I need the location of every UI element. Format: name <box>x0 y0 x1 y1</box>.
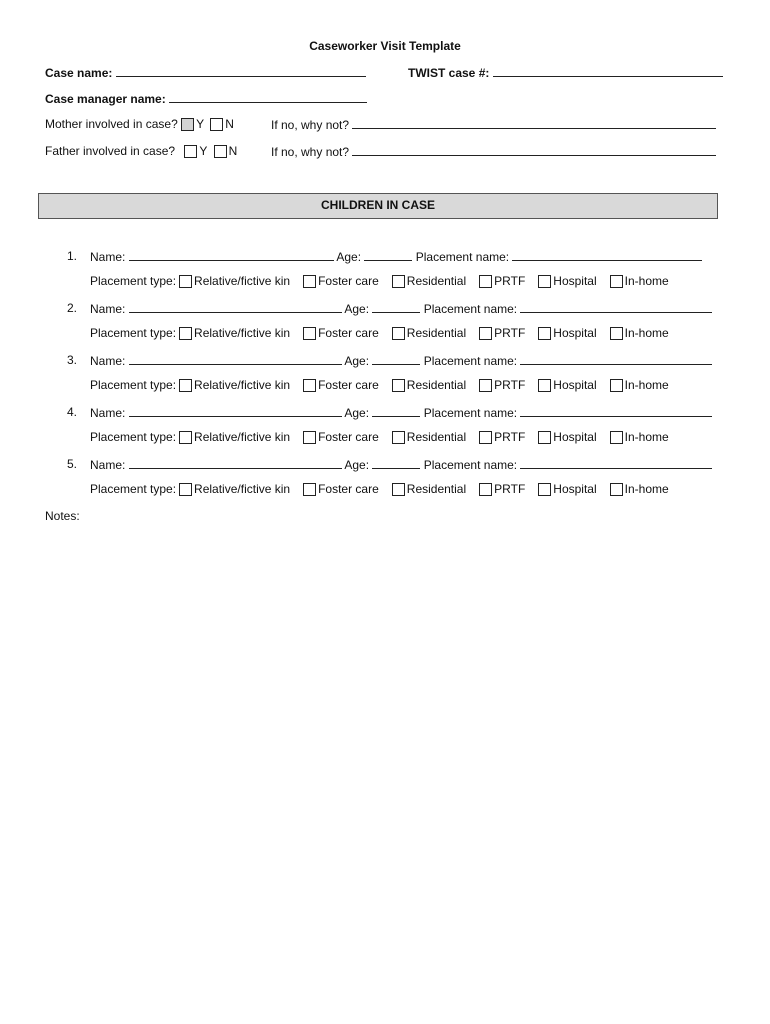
relative-fictive-kin-checkbox[interactable] <box>179 379 192 392</box>
mother-why-row <box>271 117 716 132</box>
placement-type-row <box>90 430 676 444</box>
father-row <box>45 144 237 158</box>
placement-name-field[interactable] <box>520 405 712 417</box>
hospital-checkbox[interactable] <box>538 483 551 496</box>
name-label: Name: <box>90 250 126 264</box>
in-home-label: In-home <box>624 326 669 340</box>
age-label: Age: <box>344 354 370 368</box>
child-name-row <box>90 249 702 264</box>
placement-name-label: Placement name: <box>415 250 510 264</box>
relative-fictive-kin-label: Relative/fictive kin <box>194 430 291 444</box>
foster-care-label: Foster care <box>318 430 379 444</box>
hospital-label: Hospital <box>553 274 597 288</box>
mother-row <box>45 117 234 131</box>
father-why-field[interactable] <box>352 144 716 156</box>
child-age-field[interactable] <box>372 301 420 313</box>
placement-type-label: Placement type: <box>90 326 177 340</box>
hospital-checkbox[interactable] <box>538 379 551 392</box>
father-no-checkbox[interactable] <box>214 145 227 158</box>
relative-fictive-kin-checkbox[interactable] <box>179 483 192 496</box>
residential-checkbox[interactable] <box>392 379 405 392</box>
name-label: Name: <box>90 458 126 472</box>
relative-fictive-kin-checkbox[interactable] <box>179 275 192 288</box>
relative-fictive-kin-label: Relative/fictive kin <box>194 482 291 496</box>
case-manager-field[interactable] <box>169 91 367 103</box>
child-name-field[interactable] <box>129 405 342 417</box>
placement-name-label: Placement name: <box>423 406 518 420</box>
child-number: 1. <box>67 249 78 263</box>
father-yes-checkbox[interactable] <box>184 145 197 158</box>
placement-name-field[interactable] <box>512 249 702 261</box>
relative-fictive-kin-checkbox[interactable] <box>179 327 192 340</box>
case-name-row: Case name: <box>45 65 366 80</box>
case-name-field[interactable] <box>116 65 366 77</box>
in-home-label: In-home <box>624 482 669 496</box>
twist-field[interactable] <box>493 65 723 77</box>
child-number: 4. <box>67 405 78 419</box>
name-label: Name: <box>90 354 126 368</box>
placement-type-row <box>90 274 676 288</box>
residential-checkbox[interactable] <box>392 431 405 444</box>
placement-type-row <box>90 326 676 340</box>
in-home-checkbox[interactable] <box>610 483 623 496</box>
child-number: 3. <box>67 353 78 367</box>
child-name-field[interactable] <box>129 249 334 261</box>
residential-label: Residential <box>406 326 467 340</box>
foster-care-checkbox[interactable] <box>303 327 316 340</box>
child-name-row <box>90 301 712 316</box>
foster-care-checkbox[interactable] <box>303 379 316 392</box>
hospital-checkbox[interactable] <box>538 327 551 340</box>
notes-label: Notes: <box>45 509 80 523</box>
placement-type-row <box>90 482 676 496</box>
foster-care-checkbox[interactable] <box>303 483 316 496</box>
residential-checkbox[interactable] <box>392 327 405 340</box>
prtf-checkbox[interactable] <box>479 483 492 496</box>
placement-type-label: Placement type: <box>90 378 177 392</box>
case-name-label: Case name <box>45 66 109 80</box>
residential-label: Residential <box>406 378 467 392</box>
foster-care-checkbox[interactable] <box>303 275 316 288</box>
mother-why-field[interactable] <box>352 117 716 129</box>
child-name-field[interactable] <box>129 353 342 365</box>
mother-label: Mother involved in case? <box>45 117 178 131</box>
in-home-checkbox[interactable] <box>610 275 623 288</box>
mother-yes-checkbox[interactable] <box>181 118 194 131</box>
in-home-label: In-home <box>624 274 669 288</box>
twist-label: TWIST case # <box>408 66 486 80</box>
prtf-checkbox[interactable] <box>479 327 492 340</box>
child-name-field[interactable] <box>129 457 342 469</box>
prtf-label: PRTF <box>494 326 526 340</box>
prtf-label: PRTF <box>494 274 526 288</box>
residential-label: Residential <box>406 482 467 496</box>
child-number: 5. <box>67 457 78 471</box>
foster-care-label: Foster care <box>318 378 379 392</box>
name-label: Name: <box>90 302 126 316</box>
name-label: Name: <box>90 406 126 420</box>
placement-name-label: Placement name: <box>423 302 518 316</box>
foster-care-label: Foster care <box>318 326 379 340</box>
no-label: N <box>228 144 238 158</box>
placement-type-label: Placement type: <box>90 430 177 444</box>
prtf-checkbox[interactable] <box>479 431 492 444</box>
placement-type-label: Placement type: <box>90 482 177 496</box>
child-name-row <box>90 353 712 368</box>
in-home-checkbox[interactable] <box>610 327 623 340</box>
foster-care-label: Foster care <box>318 274 379 288</box>
in-home-checkbox[interactable] <box>610 379 623 392</box>
placement-name-field[interactable] <box>520 457 712 469</box>
child-name-row <box>90 405 712 420</box>
placement-name-field[interactable] <box>520 301 712 313</box>
no-label: N <box>225 117 234 131</box>
prtf-checkbox[interactable] <box>479 275 492 288</box>
hospital-label: Hospital <box>553 378 597 392</box>
foster-care-checkbox[interactable] <box>303 431 316 444</box>
relative-fictive-kin-label: Relative/fictive kin <box>194 326 291 340</box>
father-why-row <box>271 144 716 159</box>
age-label: Age: <box>344 458 370 472</box>
hospital-checkbox[interactable] <box>538 275 551 288</box>
child-name-field[interactable] <box>129 301 342 313</box>
prtf-label: PRTF <box>494 482 526 496</box>
why-not-label: If no, why not? <box>271 145 350 159</box>
placement-type-row <box>90 378 676 392</box>
mother-no-checkbox[interactable] <box>210 118 223 131</box>
case-manager-label: Case manager name <box>45 92 162 106</box>
placement-type-label: Placement type: <box>90 274 177 288</box>
form-title: Caseworker Visit Template <box>309 39 461 53</box>
children-banner: CHILDREN IN CASE <box>38 193 718 219</box>
case-manager-row: Case manager name: <box>45 91 367 106</box>
in-home-label: In-home <box>624 378 669 392</box>
child-name-row <box>90 457 712 472</box>
yes-label: Y <box>199 144 208 158</box>
residential-label: Residential <box>406 430 467 444</box>
relative-fictive-kin-label: Relative/fictive kin <box>194 274 291 288</box>
prtf-label: PRTF <box>494 378 526 392</box>
relative-fictive-kin-checkbox[interactable] <box>179 431 192 444</box>
prtf-checkbox[interactable] <box>479 379 492 392</box>
age-label: Age: <box>336 250 362 264</box>
relative-fictive-kin-label: Relative/fictive kin <box>194 378 291 392</box>
age-label: Age: <box>344 302 370 316</box>
twist-row: TWIST case #: <box>408 65 723 80</box>
placement-name-label: Placement name: <box>423 354 518 368</box>
placement-name-label: Placement name: <box>423 458 518 472</box>
child-age-field[interactable] <box>372 457 420 469</box>
residential-checkbox[interactable] <box>392 275 405 288</box>
yes-label: Y <box>196 117 204 131</box>
child-age-field[interactable] <box>372 353 420 365</box>
residential-checkbox[interactable] <box>392 483 405 496</box>
in-home-checkbox[interactable] <box>610 431 623 444</box>
hospital-label: Hospital <box>553 326 597 340</box>
age-label: Age: <box>344 406 370 420</box>
hospital-checkbox[interactable] <box>538 431 551 444</box>
hospital-label: Hospital <box>553 482 597 496</box>
father-label: Father involved in case? <box>45 144 176 158</box>
foster-care-label: Foster care <box>318 482 379 496</box>
prtf-label: PRTF <box>494 430 526 444</box>
residential-label: Residential <box>406 274 467 288</box>
why-not-label: If no, why not? <box>271 118 350 132</box>
child-age-field[interactable] <box>364 249 412 261</box>
placement-name-field[interactable] <box>520 353 712 365</box>
child-number: 2. <box>67 301 78 315</box>
hospital-label: Hospital <box>553 430 597 444</box>
in-home-label: In-home <box>624 430 669 444</box>
child-age-field[interactable] <box>372 405 420 417</box>
